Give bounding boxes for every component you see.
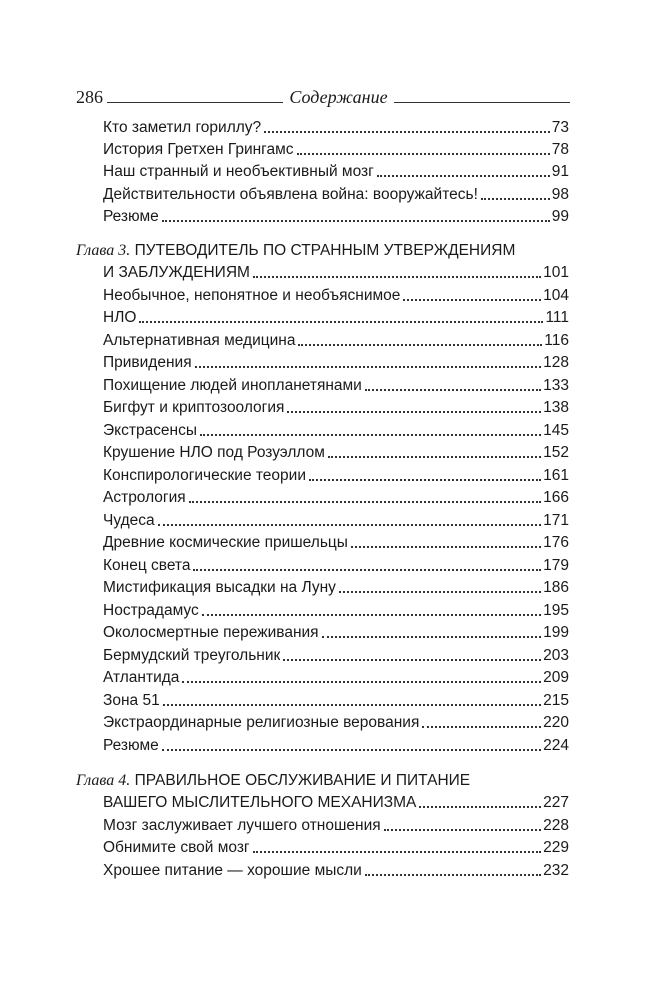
toc-entry-title: История Гретхен Грингамс: [103, 141, 294, 158]
toc-entry[interactable]: [103, 117, 569, 139]
toc-entry-title: Конспирологические теории: [103, 467, 306, 484]
toc-entry-title: Экстраординарные религиозные верования: [103, 714, 420, 731]
toc-entry-title: Астрология: [103, 489, 186, 506]
toc-entry-title: Кто заметил гориллу?: [103, 119, 262, 136]
toc-entry-page: 161: [543, 467, 569, 484]
toc-entry-title: Мистификация высадки на Луну: [103, 579, 336, 596]
toc-entry[interactable]: [103, 206, 569, 228]
toc-entry-page: 229: [543, 839, 569, 856]
leader-dots: [283, 659, 541, 661]
toc-entry[interactable]: [103, 600, 569, 622]
toc-entry-title: Атлантида: [103, 669, 180, 686]
toc-entry-page: 215: [543, 692, 569, 709]
toc-entry-page: 73: [551, 119, 569, 136]
toc-entry-title: Привидения: [103, 354, 192, 371]
toc-entry-page: 179: [543, 557, 569, 574]
toc-entry-page: 133: [543, 377, 569, 394]
toc-entry-page: 176: [543, 534, 569, 551]
toc-entry[interactable]: [103, 397, 569, 419]
leader-dots: [264, 131, 550, 133]
chapter-3-label: Глава 3.: [76, 242, 131, 259]
toc-entry-title: Нострадамус: [103, 602, 199, 619]
toc-entry-title: Хрошее питание — хорошие мысли: [103, 862, 362, 879]
chapter-3-title-line1: ПУТЕВОДИТЕЛЬ ПО СТРАННЫМ УТВЕРЖДЕНИЯМ: [134, 242, 516, 259]
toc-entry-title: Бермудский треугольник: [103, 647, 281, 664]
leader-dots: [182, 681, 541, 683]
leader-dots: [189, 501, 541, 503]
toc-entry[interactable]: [103, 139, 569, 161]
header-title: Содержание: [289, 87, 388, 107]
toc-entry-title: Резюме: [103, 208, 159, 225]
toc-entry-title: Действительности объявлена война: вооружайтесь!: [103, 186, 478, 203]
toc-entry[interactable]: [103, 712, 569, 734]
toc-entry-title: Экстрасенсы: [103, 422, 198, 439]
toc-entry-page: 220: [543, 714, 569, 731]
leader-dots: [193, 569, 541, 571]
leader-dots: [200, 434, 541, 436]
leader-dots: [297, 153, 550, 155]
leader-dots: [309, 479, 541, 481]
chapter-4-page: 227: [543, 794, 569, 811]
leader-dots: [403, 299, 541, 301]
toc-entry-page: 145: [543, 422, 569, 439]
toc-entry[interactable]: [103, 667, 569, 689]
leader-dots: [328, 456, 541, 458]
toc-entry-title: Необычное, непонятное и необъяснимое: [103, 287, 401, 304]
leader-dots: [322, 636, 542, 638]
toc-entry[interactable]: [103, 161, 569, 183]
chapter-4-title-line2-row[interactable]: [103, 792, 569, 814]
toc-entry[interactable]: [103, 645, 569, 667]
toc-entry-page: 99: [551, 208, 569, 225]
toc-entry[interactable]: [103, 420, 569, 442]
toc-entry-page: 232: [543, 862, 569, 879]
toc-entry-title: Обнимите свой мозг: [103, 839, 250, 856]
toc-entry[interactable]: [103, 690, 569, 712]
toc-entry-page: 152: [543, 444, 569, 461]
chapter-3-title-line2-row[interactable]: [103, 262, 569, 284]
toc-entry-page: 166: [543, 489, 569, 506]
leader-dots: [163, 704, 541, 706]
toc-entry-page: 111: [545, 309, 569, 326]
toc-entry-page: 171: [543, 512, 569, 529]
toc-entry[interactable]: [103, 285, 569, 307]
toc-entry[interactable]: [103, 307, 569, 329]
toc-entry-page: 186: [543, 579, 569, 596]
leader-dots: [422, 726, 541, 728]
leader-dots: [377, 175, 550, 177]
chapter-4-title-line2: ВАШЕГО МЫСЛИТЕЛЬНОГО МЕХАНИЗМА: [103, 794, 417, 811]
toc-entry-title: Околосмертные переживания: [103, 624, 319, 641]
toc-entry[interactable]: [103, 352, 569, 374]
toc-entry-page: 98: [551, 186, 569, 203]
toc-entry-page: 116: [544, 332, 569, 349]
leader-dots: [158, 524, 542, 526]
header-rule-right: [394, 102, 570, 103]
leader-dots: [202, 614, 541, 616]
toc-entry[interactable]: [103, 442, 569, 464]
leader-dots: [384, 829, 541, 831]
toc-entry-page: 91: [551, 163, 569, 180]
toc-entry-title: Крушение НЛО под Розуэллом: [103, 444, 325, 461]
toc-entry-title: Резюме: [103, 737, 159, 754]
toc-entry-page: 195: [543, 602, 569, 619]
chapter-4-title-line1: ПРАВИЛЬНОЕ ОБСЛУЖИВАНИЕ И ПИТАНИЕ: [134, 772, 471, 789]
toc-entry[interactable]: [103, 577, 569, 599]
header-rule-left: [107, 102, 283, 103]
toc-entry-page: 228: [543, 817, 569, 834]
toc-entry-title: Наш странный и необъективный мозг: [103, 163, 374, 180]
chapter-4-heading[interactable]: [76, 770, 570, 792]
toc-entry-page: 138: [543, 399, 569, 416]
toc-entry-page: 209: [543, 669, 569, 686]
toc-entry[interactable]: [103, 330, 569, 352]
leader-dots: [287, 411, 541, 413]
toc-entry-page: 199: [543, 624, 569, 641]
leader-dots: [365, 874, 541, 876]
leader-dots: [253, 851, 542, 853]
leader-dots: [365, 389, 541, 391]
leader-dots: [195, 366, 542, 368]
toc-entry[interactable]: [103, 375, 569, 397]
chapter-3-heading[interactable]: [76, 240, 570, 262]
toc-entry-title: Бигфут и криптозоология: [103, 399, 285, 416]
running-header: [76, 82, 570, 108]
leader-dots: [162, 220, 550, 222]
leader-dots: [481, 198, 550, 200]
toc-entry[interactable]: [103, 860, 569, 882]
chapter-3-page: 101: [543, 264, 569, 281]
leader-dots: [298, 344, 542, 346]
toc-entry[interactable]: [103, 510, 569, 532]
leader-dots: [139, 321, 543, 323]
toc-entry[interactable]: [103, 837, 569, 859]
chapter-4-label: Глава 4.: [76, 772, 131, 789]
toc-entry[interactable]: [103, 465, 569, 487]
toc-entry-page: 128: [543, 354, 569, 371]
toc-entry-title: Древние космические пришельцы: [103, 534, 348, 551]
toc-entry-title: Чудеса: [103, 512, 155, 529]
toc-entry[interactable]: [103, 184, 569, 206]
toc-entry[interactable]: [103, 735, 569, 757]
toc-entry-title: Похищение людей инопланетянами: [103, 377, 362, 394]
toc-entry-page: 203: [543, 647, 569, 664]
leader-dots: [351, 546, 541, 548]
toc-entry[interactable]: [103, 487, 569, 509]
leader-dots: [162, 749, 541, 751]
toc-entry-title: Конец света: [103, 557, 191, 574]
toc-entry[interactable]: [103, 622, 569, 644]
toc-entry-page: 104: [543, 287, 569, 304]
toc-entry-page: 78: [551, 141, 569, 158]
page-number: 286: [76, 87, 103, 107]
leader-dots: [419, 806, 541, 808]
toc-entry[interactable]: [103, 815, 569, 837]
toc-entry-title: Альтернативная медицина: [103, 332, 296, 349]
toc-entry[interactable]: [103, 555, 569, 577]
toc-entry-title: Зона 51: [103, 692, 160, 709]
toc-entry-page: 224: [543, 737, 569, 754]
toc-entry-title: Мозг заслуживает лучшего отношения: [103, 817, 381, 834]
leader-dots: [253, 276, 541, 278]
toc-entry[interactable]: [103, 532, 569, 554]
toc-entry-title: НЛО: [103, 309, 137, 326]
leader-dots: [339, 591, 541, 593]
chapter-3-title-line2: И ЗАБЛУЖДЕНИЯМ: [103, 264, 250, 281]
